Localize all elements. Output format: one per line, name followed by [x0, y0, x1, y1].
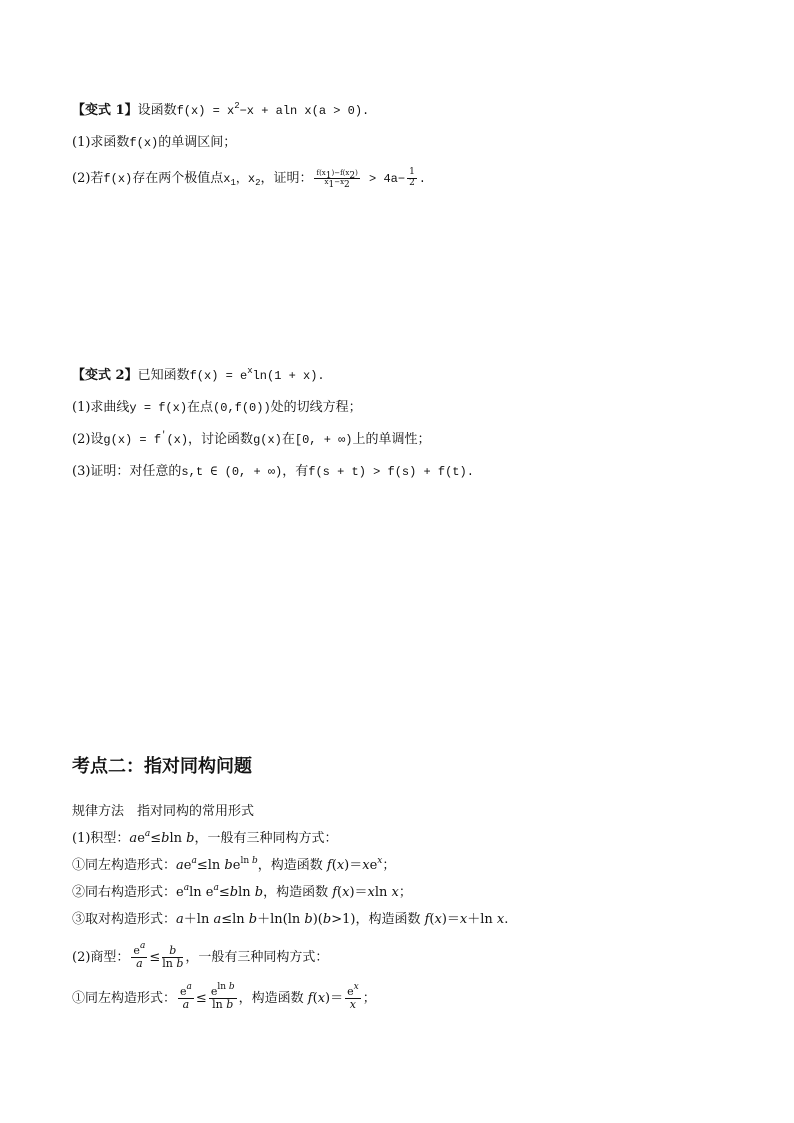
variant1-statement: 【变式 1】设函数$f(x) = x^2-x + aln$ x(a > 0).	[72, 101, 370, 118]
section-heading: 考点二：指对同构问题	[72, 756, 252, 777]
variant2-part2: (2)设g(x) = f′(x)，讨论函数g(x)在[0, + ∞)上的单调性；	[72, 430, 431, 447]
same-right-form: ②同右构造形式：$e^a\ln$ $e^a\le bln$ b，构造函数 f(x)＝xln x；	[72, 883, 412, 900]
variant2-part1: (1)求曲线y = f(x)在点(0,f(0))处的切线方程；	[72, 400, 362, 415]
variant1-part2: (2)若f(x)存在两个极值点$x_1$，$x_2$，证明： $\frac{f(x_1)-f(x_2)}{x_1-x_2}$ > 4a− $\frac{1}{2}$ .	[72, 167, 426, 190]
rule-method: 规律方法 指对同构的常用形式	[72, 804, 255, 819]
variant2-part3: (3)证明：对任意的s,t ∈ (0, + ∞)，有f(s + t) > f(s) + f(t).	[72, 464, 474, 479]
same-left-form: ①同左构造形式：$ae^a\le\ln$ $be^{ln b}$，构造函数 $f(x)=xe^x$；	[72, 856, 396, 873]
product-type: (1)积型：$ae^a\le bln$ b，一般有三种同构方式：	[72, 829, 338, 846]
variant2-title: 【变式 2】	[72, 368, 138, 383]
variant1-part1: (1)求函数f(x)的单调区间；	[72, 135, 237, 150]
variant1-title: 【变式 1】	[72, 103, 138, 118]
difference-quotient: $\frac{f(x_1)-f(x_2)}{x_1-x_2}$	[316, 169, 358, 190]
quotient-type: (2)商型： $\frac{e^a}{a}$ ≤ $\frac{b}{\text{ln b}}$ ，一般有三种同构方式：	[72, 941, 329, 971]
variant2-statement: 【变式 2】已知函数$f(x) = e^x\ln(1 + x)$.	[72, 366, 325, 383]
log-form: ③取对构造形式：a＋ln a≤ln b＋ln(ln b)(b>1)，构造函数 f(x)＝x＋ln x.	[72, 912, 509, 927]
quotient-same-left-form: ①同左构造形式： $\frac{e^a}{a}$ ≤ $\frac{e^{ln b}}{\text{ln b}}$ ，构造函数 f(x)＝ $\frac{e^x}{x}$ ；	[72, 982, 376, 1012]
function-definition: $f(x) = x^2-x + aln$ x(a > 0).	[176, 101, 370, 118]
